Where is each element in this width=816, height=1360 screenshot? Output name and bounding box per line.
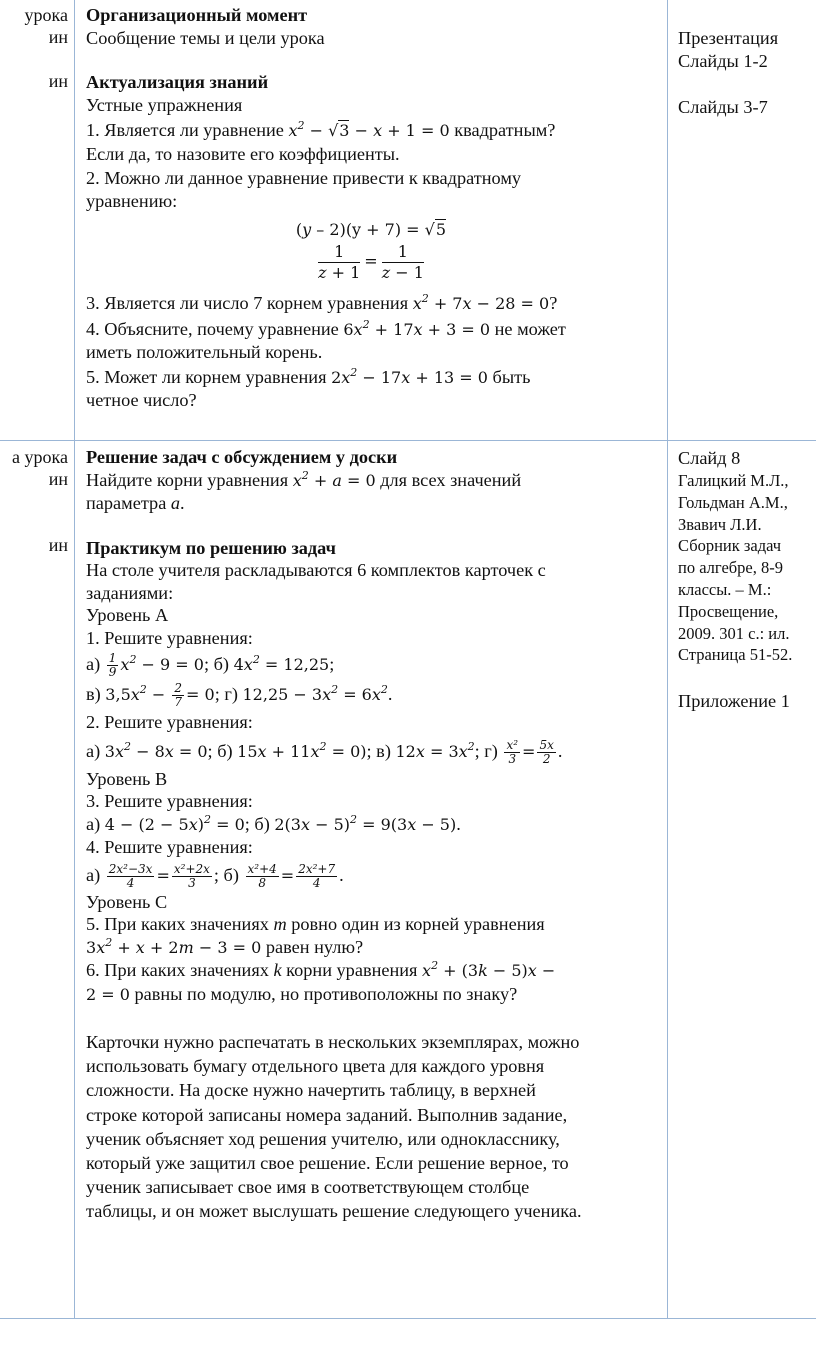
task-6-text: 6. При каких значениях bbox=[86, 960, 269, 980]
row1-fragment: ин bbox=[48, 27, 68, 47]
board-task-end: для всех значений bbox=[380, 469, 522, 490]
question-2: 2. Можно ли данное уравнение привести к квадратному bbox=[86, 168, 522, 188]
question-1-end: квадратным? bbox=[454, 120, 556, 140]
question-3-end: ? bbox=[549, 293, 558, 313]
question-2-cont: уравнению: bbox=[86, 190, 178, 211]
row1-time-column bbox=[0, 4, 72, 92]
column-divider-left bbox=[74, 0, 75, 1318]
board-param-text: параметра bbox=[86, 493, 167, 513]
param-symbol: a bbox=[170, 493, 181, 513]
question-5-text: 5. Может ли корнем уравнения bbox=[86, 366, 327, 387]
bibliography bbox=[678, 470, 812, 666]
oral-exercises-label: Устные упражнения bbox=[86, 94, 243, 115]
bibliography-line: 2009. 301 с.: ил. bbox=[678, 623, 790, 643]
question-4-cont: иметь положительный корень. bbox=[86, 342, 323, 362]
table-bottom-border bbox=[0, 1318, 816, 1319]
row2-fragment: ин bbox=[48, 469, 68, 489]
task-2: 2. Решите уравнения: bbox=[86, 712, 253, 732]
board-task bbox=[86, 469, 656, 493]
task-5-end: равен нулю? bbox=[265, 936, 364, 957]
equation-5: $2x^2 - 17x + 13 = 0$ bbox=[331, 365, 488, 387]
bibliography-line: классы. – М.: bbox=[678, 579, 772, 599]
task-2-equations: а) $3x^2 - 8x = 0$; б) $15x + 11x^2 = 0$); в) $12x = 3x^2$; г) $\frac{\text{x²}}{3}$ = $\frac{5x}{2}$ . bbox=[86, 737, 563, 766]
row1-fragment: урока bbox=[24, 5, 68, 25]
question-4-text: 4. Объясните, почему уравнение bbox=[86, 318, 339, 339]
cards-line: строке которой записаны номера заданий. Выполнив задание, bbox=[86, 1104, 568, 1125]
bibliography-line: Просвещение, bbox=[678, 601, 779, 621]
bibliography-line: Гольдман А.М., bbox=[678, 492, 788, 512]
equation-1: $x^2 - √3 - x + 1 = 0$ bbox=[288, 119, 450, 140]
task-3-equations: а) $4 - (2 - 5x)^2 = 0$; б) $2(3x - 5)^2 = 9(3x - 5)$. bbox=[86, 812, 461, 834]
question-1 bbox=[86, 119, 656, 143]
cards-line: который уже защитил свое решение. Если решение верное, то bbox=[86, 1153, 569, 1174]
question-1-text: 1. Является ли уравнение bbox=[86, 120, 284, 140]
board-task-text: Найдите корни уравнения bbox=[86, 469, 289, 490]
slides-3-7: Слайды 3-7 bbox=[678, 97, 768, 117]
column-divider-right bbox=[667, 0, 668, 1318]
cards-line: ученик записывает свое имя в соответствующем столбце bbox=[86, 1177, 530, 1198]
question-5-end: быть bbox=[492, 366, 531, 387]
board-heading: Решение задач с обсуждением у доски bbox=[86, 447, 398, 467]
org-moment-text: Сообщение темы и цели урока bbox=[86, 27, 325, 48]
task-4: 4. Решите уравнения: bbox=[86, 837, 253, 857]
bibliography-line: Страница 51-52. bbox=[678, 645, 793, 665]
equation-2a: (y – 2)(y + 7) = √5 bbox=[295, 220, 447, 239]
task-6-variable: k bbox=[273, 960, 282, 980]
question-5-cont: четное число? bbox=[86, 390, 197, 410]
bibliography-line: Сборник задач bbox=[678, 536, 782, 556]
level-a-label: Уровень А bbox=[86, 605, 169, 625]
task-5-cont: $3x^2 + x + 2m - 3 = 0$ равен нулю? bbox=[86, 935, 364, 957]
row2-content bbox=[86, 446, 656, 1224]
level-b-label: Уровень В bbox=[86, 768, 168, 789]
bibliography-line: Галицкий М.Л., bbox=[678, 471, 789, 490]
board-equation: $x^2 + a = 0$ bbox=[292, 468, 376, 490]
row1-resources bbox=[678, 27, 812, 119]
row2-resources bbox=[678, 447, 812, 713]
task-5-text-b: ровно один из корней уравнения bbox=[291, 914, 545, 934]
task-1-equations-cd: в) $3,5x^2$ − $\frac{2}{7}$ = 0; г) $12,25 - 3x^2 = 6x^2$. bbox=[86, 681, 393, 709]
row2-time-column bbox=[0, 446, 72, 556]
cards-line: Карточки нужно распечатать в нескольких экземплярах, можно bbox=[86, 1032, 580, 1052]
task-1-equations-ab: а) $\frac{1}{9}$ $x^2 - 9 = 0$; б) $4x^2 = 12,25$; bbox=[86, 651, 335, 679]
level-c-label: Уровень С bbox=[86, 891, 168, 912]
slides-1-2: Слайды 1-2 bbox=[678, 51, 768, 71]
row2-fragment: ин bbox=[48, 535, 68, 555]
question-3-text: 3. Является ли число 7 корнем уравнения bbox=[86, 293, 409, 313]
task-6-cont: 2 = 0 равны по модулю, но противоположны по знаку? bbox=[86, 983, 518, 1004]
equation-4: $6x^2 + 17x + 3 = 0$ bbox=[343, 317, 491, 339]
equation-3: $x^2 + 7x - 28 = 0$ bbox=[412, 292, 550, 313]
task-5 bbox=[86, 913, 656, 936]
task-3: 3. Решите уравнения: bbox=[86, 791, 253, 811]
task-5-text: 5. При каких значениях bbox=[86, 914, 269, 934]
cards-line: таблицы, и он может выслушать решение следующего ученика. bbox=[86, 1201, 582, 1222]
practice-text-cont: заданиями: bbox=[86, 582, 174, 603]
practice-text: На столе учителя раскладываются 6 комплектов карточек с bbox=[86, 560, 546, 580]
cards-paragraph bbox=[86, 1030, 656, 1224]
row-divider bbox=[0, 440, 816, 441]
task-6-text-b: корни уравнения bbox=[286, 960, 418, 980]
question-5 bbox=[86, 366, 656, 390]
question-1-cont: Если да, то назовите его коэффициенты. bbox=[86, 143, 400, 164]
task-6-equation: $x^2 + (3k - 5)x$ − bbox=[422, 959, 556, 980]
appendix-1: Приложение 1 bbox=[678, 691, 790, 712]
task-1: 1. Решите уравнения: bbox=[86, 627, 253, 648]
bibliography-line: Звавич Л.И. bbox=[678, 514, 762, 534]
practice-heading: Практикум по решению задач bbox=[86, 537, 336, 558]
org-moment-heading: Организационный момент bbox=[86, 5, 308, 25]
task-4-equations: а) $\frac{\text{2x²−3x}}{4}$ = $\frac{\text{x²+2x}}{3}$ ; б) $\frac{\text{x²+4}}{8}$ = $\frac{\text{2x²+7}}{4}$ . bbox=[86, 861, 344, 890]
question-4 bbox=[86, 318, 656, 342]
actualization-heading: Актуализация знаний bbox=[86, 72, 269, 92]
row2-fragment: а урока bbox=[12, 447, 68, 467]
task-5-variable: m bbox=[273, 914, 287, 934]
task-6 bbox=[86, 959, 656, 983]
row1-content bbox=[86, 4, 656, 412]
bibliography-line: по алгебре, 8-9 bbox=[678, 558, 783, 578]
cards-line: сложности. На доске нужно начертить таблицу, в верхней bbox=[86, 1080, 536, 1101]
cards-line: использовать бумагу отдельного цвета для каждого уровня bbox=[86, 1056, 545, 1077]
equation-2b: $\frac{1}{z + 1}$ = $\frac{1}{z - 1}$ bbox=[318, 242, 424, 282]
board-task-cont: параметра a. bbox=[86, 493, 185, 513]
presentation-label: Презентация bbox=[678, 28, 779, 48]
question-3 bbox=[86, 292, 656, 316]
row1-fragment: ин bbox=[48, 71, 68, 91]
cards-line: ученик объясняет ход решения учителю, или однокласснику, bbox=[86, 1128, 560, 1149]
question-4-end: не может bbox=[494, 318, 566, 339]
slide-8: Слайд 8 bbox=[678, 448, 741, 468]
task-6-end: равны по модулю, но противоположны по знаку? bbox=[134, 983, 518, 1004]
